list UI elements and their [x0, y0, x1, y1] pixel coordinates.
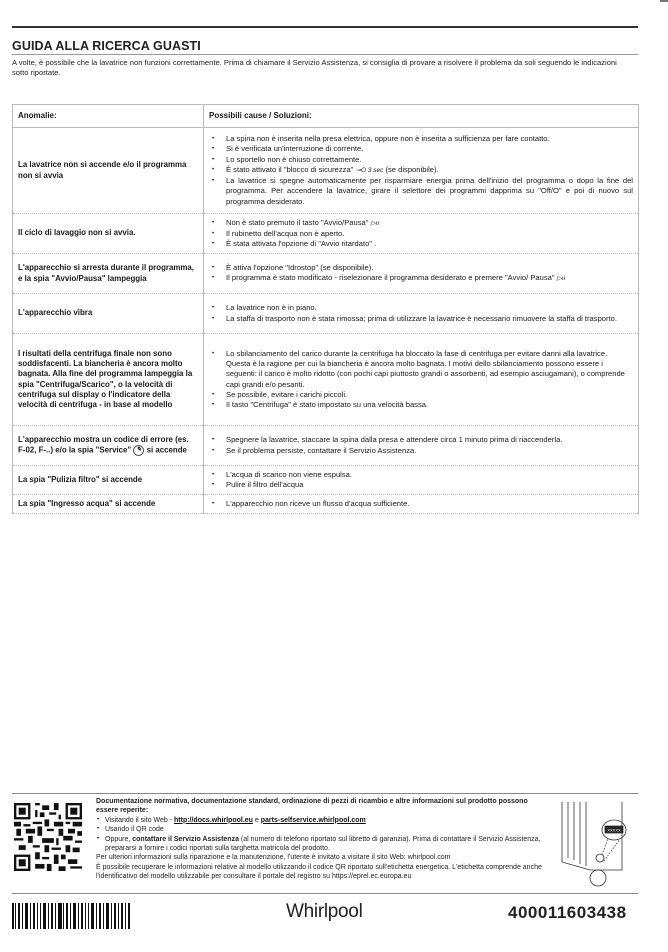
solution-item: • Il rubinetto dell'acqua non è aperto. [209, 229, 633, 239]
footer-heading: Documentazione normativa, documentazione standard, ordinazione di pezzi di ricambio e altre informazioni sul prodotto possono essere reperite: [96, 798, 528, 815]
start-pause-icon: ▷ıı [556, 275, 566, 282]
solution-cell [204, 334, 639, 426]
solution-item: • L'apparecchio non riceve un flusso d'acqua sufficiente. [209, 499, 633, 509]
table-row [13, 294, 639, 334]
footer-list-item [96, 816, 546, 825]
parts-link[interactable]: parts-selfservice.whirlpool.com [260, 816, 366, 824]
top-divider [12, 26, 638, 28]
solution-item: • Il tasto "Centrifuga" è stato impostato su una velocità bassa. [209, 400, 633, 410]
solution-item: • Lo sportello non è chiuso correttamente. [209, 155, 633, 165]
solution-cell [204, 214, 639, 254]
document-code: 400011603438 [508, 903, 627, 922]
solution-item [209, 273, 633, 284]
footer-text: Visitando il sito Web - [105, 816, 174, 824]
footer-list-item [96, 835, 546, 854]
solution-text: Il programma è stato modificato - riselezionare il programma desiderato e premere "Avvio/ Pausa" [226, 273, 555, 282]
appliance-rating-plate-illustration [560, 800, 640, 888]
page-corner-mark [660, 0, 668, 2]
table-row [13, 214, 639, 254]
table-header-row [13, 105, 639, 128]
start-pause-icon: ▷ıı [370, 219, 380, 227]
problem-cell: La spia "Pulizia filtro" si accende [13, 466, 204, 495]
table-row [13, 254, 639, 294]
solution-item: • La lavatrice si spegne automaticamente per risparmiare energia prima dell'inizio del programma o dopo la fine del programma. Per accendere la lavatrice, girare il selettore dei programmi dapprima su "Off/O" e poi di nuovo sul programma desiderato. [209, 176, 633, 207]
solution-item: • Se possibile, evitare i carichi piccoli. [209, 390, 633, 400]
footer-bold-text: contattare il Servizio Assistenza [132, 835, 239, 843]
table-row [13, 426, 639, 466]
safety-lock-icon: ⊸O 3 sec [355, 166, 384, 174]
problem-cell: La spia "Ingresso acqua" si accende [13, 495, 204, 514]
solution-item: • La lavatrice non è in piano. [209, 303, 633, 313]
solution-item: • La spina non è inserita nella presa elettrica, oppure non è inserita a sufficienza per fare contatto. [209, 134, 633, 144]
footer-list-item: • Usando il QR code [96, 825, 546, 834]
column-header-solutions: Possibili cause / Soluzioni: [204, 105, 639, 128]
footer-paragraph: È possibile recuperare le informazioni relative al modello utilizzando il codice QR riportato sull'etichetta energetica. L'etichetta comprende anche l'identificativo del modello utilizzabile per consultare il portale del registro su https://eprel.ec.europa.eu [96, 863, 542, 881]
solution-item [209, 165, 633, 176]
footer-paragraph: Per ulteriori informazioni sulla riparazione e la manutenzione, l'utente è invitato a visitare il sito Web: whirlpool.com [96, 854, 451, 862]
service-wrench-icon: ✎ [133, 445, 144, 456]
problem-cell: Il ciclo di lavaggio non si avvia. [13, 214, 204, 254]
solution-cell [204, 294, 639, 334]
solution-item: • Lo sbilanciamento del carico durante la centrifuga ha bloccato la fase di centrifuga per evitare danni alla lavatrice. Questa è la ragione per cui la biancheria è ancora molto bagnata. I motivi dello sbilanciamento possono essere i seguenti: il carico è molto ridotto (con pochi capi piuttosto grandi o assorbenti, ad esempio asciugamani), o comprende capi grandi e/o pesanti. [209, 349, 633, 390]
barcode [12, 903, 130, 929]
column-header-anomalies: Anomalie: [13, 105, 204, 128]
solution-text-suffix: (se disponibile). [383, 164, 439, 174]
solution-item: • L'acqua di scarico non viene espulsa. [209, 470, 633, 480]
solution-item: • Spegnere la lavatrice, staccare la spina dalla presa e attendere circa 1 minuto prima di riaccenderla. [209, 435, 633, 445]
footer-divider [12, 793, 638, 794]
footer-info [96, 797, 546, 882]
solution-item: • Si è verificata un'interruzione di corrente. [209, 144, 633, 154]
solution-cell [204, 128, 639, 214]
troubleshooting-table [12, 104, 639, 514]
table-row [13, 128, 639, 214]
solution-cell [204, 426, 639, 466]
solution-cell [204, 466, 639, 495]
table-row [13, 334, 639, 426]
problem-cell: I risultati della centrifuga finale non sono soddisfacenti. La biancheria è ancora molto bagnata. Alla fine del programma lampeggia la spia "Centrifuga/Scarico", o la velocità di centrifuga sul display o l'indicatore della velocità di centrifuga - in base al modello [13, 334, 204, 426]
solution-item: • È stata attivata l'opzione di "Avvio ritardato" . [209, 239, 633, 249]
qr-code[interactable] [14, 803, 82, 871]
problem-text-suffix: si accende [144, 445, 187, 455]
table-row [13, 495, 639, 514]
solution-item: • La staffa di trasporto non è stata rimossa; prima di utilizzare la lavatrice è necessario rimuovere la staffa di trasporto. [209, 314, 633, 324]
solution-item: • Pulire il filtro dell'acqua [209, 480, 633, 490]
problem-cell: La lavatrice non si accende e/o il programma non si avvia [13, 128, 204, 214]
solution-item: • È attiva l'opzione "Idrostop" (se disponibile). [209, 263, 633, 273]
intro-text: A volte, è possibile che la lavatrice non funzioni correttamente. Prima di chiamare il Servizio Assistenza, si consiglia di provare a risolvere il problema da soli seguendo le indicazioni sotto riportate. [12, 58, 617, 77]
solution-item [209, 218, 633, 229]
footer-text: e [252, 816, 261, 824]
solution-item: • Se il problema persiste, contattare il Servizio Assistenza. [209, 446, 633, 456]
docs-link[interactable]: http://docs.whirlpool.eu [174, 816, 253, 824]
problem-cell: L'apparecchio si arresta durante il programma, e la spia "Avvio/Pausa" lampeggia [13, 254, 204, 294]
problem-text: L'apparecchio mostra un codice di errore (es. F-02, F-..) e/o la spia "Service" [18, 434, 189, 455]
solution-cell [204, 495, 639, 514]
problem-cell [13, 426, 204, 466]
problem-cell: L'apparecchio vibra [13, 294, 204, 334]
solution-text: Non è stato premuto il tasto "Avvio/Pausa" [226, 217, 369, 227]
solution-cell [204, 254, 639, 294]
table-row [13, 466, 639, 495]
footer-text: Oppure, [105, 835, 133, 843]
solution-text: È stato attivato il "blocco di sicurezza" [226, 164, 354, 174]
footer-text: (al numero di telefono riportato sul libretto di garanzia). Prima di contattare il Servizio Assistenza, prepararsi a fornire i codici riportati sulla targhetta matricola del prodotto. [105, 835, 541, 853]
bottom-divider [12, 893, 638, 894]
page-title: GUIDA ALLA RICERCA GUASTI [12, 39, 638, 55]
whirlpool-logo: Whirlpool [286, 901, 363, 922]
plate-label: XXXXX [607, 827, 621, 833]
